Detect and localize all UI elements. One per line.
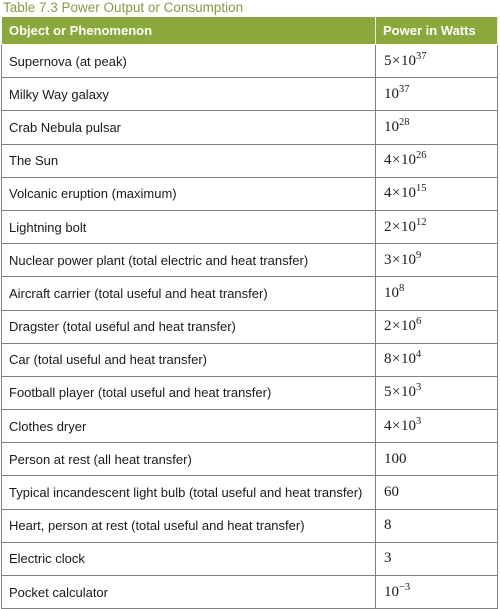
power-value: 3 [384,550,392,567]
times-symbol: × [392,152,401,169]
power-cell [376,277,498,310]
object-cell: Supernova (at peak) [2,45,376,78]
power-base: 10 [384,118,399,135]
object-cell: Typical incandescent light bulb (total useful and heat transfer) [2,476,376,509]
table-row [2,177,498,210]
power-exponent: 8 [399,282,405,294]
object-cell: Milky Way galaxy [2,78,376,111]
times-symbol: × [392,318,401,335]
power-cell [376,177,498,210]
object-cell: The Sun [2,144,376,177]
power-exponent: 37 [415,50,427,62]
object-cell: Crab Nebula pulsar [2,111,376,144]
power-cell [376,111,498,144]
power-exponent: 28 [399,116,410,128]
power-mantissa: 3 [384,251,392,268]
power-exponent: 9 [415,249,422,261]
power-base: 10 [400,185,416,202]
table-row [2,376,498,409]
power-exponent: 12 [415,216,427,228]
power-cell [376,78,498,111]
table-row [2,576,498,609]
object-cell: Dragster (total useful and heat transfer) [2,310,376,343]
table-row [2,343,498,376]
power-exponent: −3 [399,581,411,593]
column-header-power: Power in Watts [376,17,498,45]
power-base: 10 [400,251,416,268]
times-symbol: × [392,218,401,235]
power-cell [376,509,498,542]
power-cell [376,144,498,177]
column-header-object: Object or Phenomenon [2,17,376,45]
table-row [2,410,498,443]
power-cell [376,244,498,277]
object-cell: Heart, person at rest (total useful and heat transfer) [2,509,376,542]
power-cell [376,210,498,243]
object-cell: Volcanic eruption (maximum) [2,177,376,210]
power-mantissa: 5 [384,52,392,69]
power-cell [376,476,498,509]
power-base: 10 [400,318,416,335]
power-mantissa: 8 [384,351,392,368]
table-row [2,210,498,243]
power-base: 10 [384,284,399,301]
table-caption: Table 7.3 Power Output or Consumption [3,0,244,15]
power-value: 8 [384,517,392,534]
table-row [2,542,498,575]
power-mantissa: 4 [384,417,392,434]
table-row [2,277,498,310]
power-base: 10 [384,583,399,600]
power-cell [376,376,498,409]
object-cell: Football player (total useful and heat transfer) [2,376,376,409]
power-base: 10 [400,152,416,169]
power-cell [376,310,498,343]
table-row [2,144,498,177]
power-exponent: 15 [415,183,427,195]
object-cell: Nuclear power plant (total electric and heat transfer) [2,244,376,277]
power-cell [376,443,498,476]
power-exponent: 3 [415,415,422,427]
table-row [2,509,498,542]
power-base: 10 [400,351,416,368]
power-mantissa: 4 [384,185,392,202]
times-symbol: × [392,251,401,268]
table-body [2,45,498,609]
object-cell: Aircraft carrier (total useful and heat transfer) [2,277,376,310]
table-row [2,244,498,277]
power-base: 10 [400,417,416,434]
table-row [2,111,498,144]
power-base: 10 [400,384,416,401]
times-symbol: × [392,351,401,368]
power-value: 60 [384,484,399,501]
power-base: 10 [384,85,399,102]
object-cell: Person at rest (all heat transfer) [2,443,376,476]
power-cell [376,343,498,376]
table-header-row [2,17,498,45]
power-cell [376,410,498,443]
power-mantissa: 5 [384,384,392,401]
object-cell: Car (total useful and heat transfer) [2,343,376,376]
power-exponent: 6 [415,316,422,328]
power-exponent: 37 [399,83,410,95]
times-symbol: × [392,384,401,401]
power-exponent: 4 [415,349,422,361]
power-cell [376,542,498,575]
table-row [2,78,498,111]
power-cell [376,45,498,78]
times-symbol: × [392,52,401,69]
power-exponent: 26 [415,150,427,162]
power-mantissa: 2 [384,318,392,335]
power-base: 10 [400,52,416,69]
table-row [2,45,498,78]
times-symbol: × [392,185,401,202]
power-output-table [1,16,498,609]
table-row [2,476,498,509]
power-mantissa: 4 [384,152,392,169]
power-value: 100 [384,450,407,467]
times-symbol: × [392,417,401,434]
power-base: 10 [400,218,416,235]
power-cell [376,576,498,609]
power-mantissa: 2 [384,218,392,235]
power-exponent: 3 [415,382,422,394]
table-row [2,310,498,343]
object-cell: Electric clock [2,542,376,575]
object-cell: Pocket calculator [2,576,376,609]
table-row [2,443,498,476]
object-cell: Lightning bolt [2,210,376,243]
object-cell: Clothes dryer [2,410,376,443]
